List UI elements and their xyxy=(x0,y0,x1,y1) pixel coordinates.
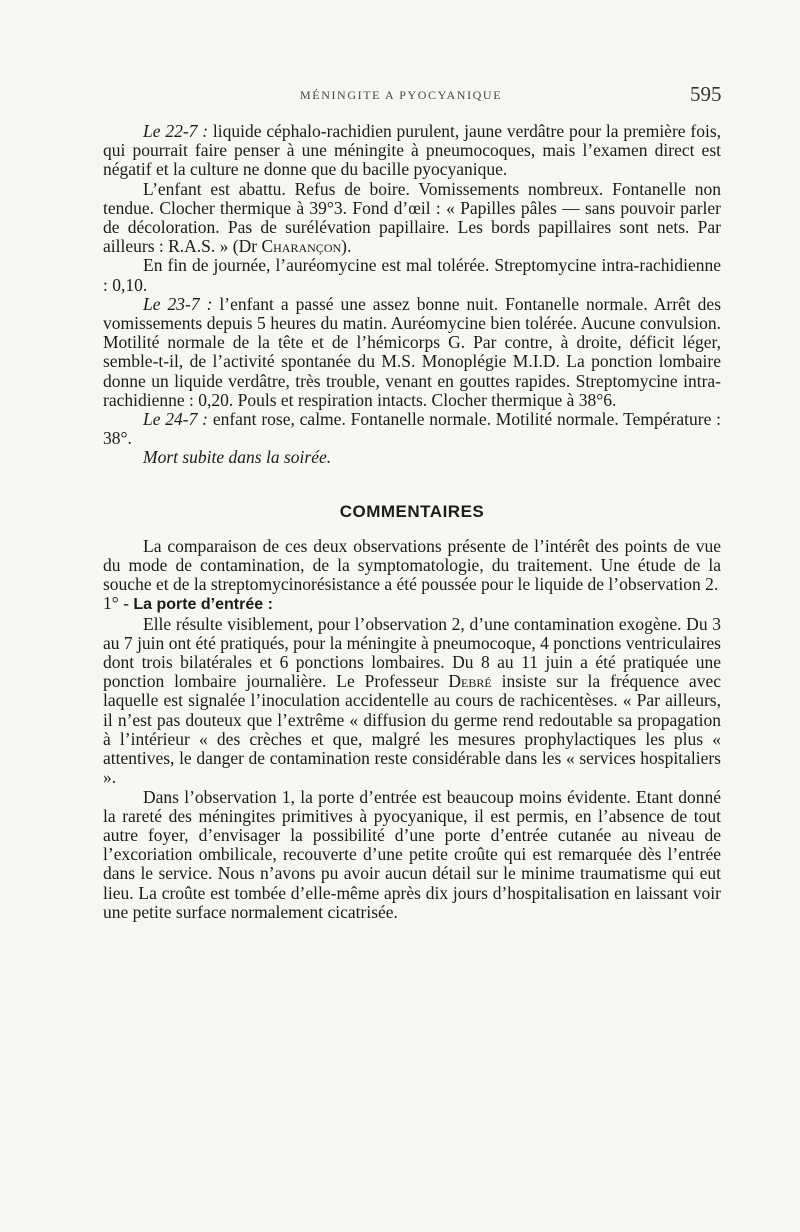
body-text xyxy=(103,122,721,922)
running-header xyxy=(0,82,800,108)
paragraph-fin-de-journee: En fin de journée, l’auréomycine est mal tolérée. Streptomycine intra-rachidienne : 0,10. xyxy=(103,255,721,295)
paragraph-mort-subite: Mort subite dans la soirée. xyxy=(143,447,332,468)
page-number: 595 xyxy=(690,82,722,106)
subsection-title: La porte d’entrée : xyxy=(133,596,273,614)
running-title: MÉNINGITE A PYOCYANIQUE xyxy=(300,88,503,102)
author-name: Charançon xyxy=(261,236,342,257)
paragraph-enfant-abattu: L’enfant est abattu. Refus de boire. Vomissements nombreux. Fontanelle non tendue. Clocher thermique à 39°3. Fond d’œil : « Papilles pâles — sans pouvoir parler de décoloration. Pas de surélévation papillaire. Les bords papillaires sont nets. Par ailleurs : R.A.S. » (Dr Charançon). xyxy=(103,178,721,257)
date-label: Le 24-7 : xyxy=(143,409,209,430)
paragraph-observation-1: Dans l’observation 1, la porte d’entrée est beaucoup moins évidente. Etant donné la rareté des méningites primitives à pyocyanique, il est permis, en l’absence de tout autre foyer, d’envisager la possibilité d’une porte d’entrée cutanée au niveau de l’excoriation ombilicale, recouverte d’une petite croûte qui est remarquée dès l’entrée dans le service. Nous n’avons pu avoir aucun détail sur le minime traumatisme qui eut lieu. La croûte est tombée d’elle-même après dix jours d’hospitalisation en laissant voir une petite surface normalement cicatrisée. xyxy=(103,786,721,922)
paragraph-24-7: Le 24-7 : enfant rose, calme. Fontanelle normale. Motilité normale. Température : 38°. xyxy=(103,409,722,449)
subsection-heading xyxy=(103,594,721,614)
section-heading-commentaires: COMMENTAIRES xyxy=(339,501,485,521)
paragraph-22-7: Le 22-7 : liquide céphalo-rachidien purulent, jaune verdâtre pour la première fois, qui pourrait faire penser à une méningite à pneumocoques, mais l’examen direct est négatif et la culture ne donne que du bacille pyocyanique. xyxy=(103,121,722,180)
paragraph-23-7: Le 23-7 : l’enfant a passé une assez bonne nuit. Fontanelle normale. Arrêt des vomissements depuis 5 heures du matin. Auréomycine bien tolérée. Aucune convulsion. Motilité normale de la tête et de l’hémicorps G. Par contre, à droite, déficit léger, semble-t-il, de l’activité spontanée du M.S. Monoplégie M.I.D. La ponction lombaire donne un liquide verdâtre, très trouble, venant en gouttes rapides. Streptomycine intra-rachidienne : 0,20. Pouls et respiration intacts. Clocher thermique à 38°6. xyxy=(103,293,721,410)
date-label: Le 22-7 : xyxy=(143,121,209,141)
author-name: Debré xyxy=(448,671,492,692)
paragraph-comparaison: La comparaison de ces deux observations présente de l’intérêt des points de vue du mode de contamination, de la symptomatologie, du traitement. Une étude de la souche et de la streptomycinorésistance a été poussée pour le liquide de l’observation 2. xyxy=(103,535,721,595)
date-label: Le 23-7 : xyxy=(143,293,213,314)
paragraph-contamination: Elle résulte visiblement, pour l’observation 2, d’une contamination exogène. Du 3 au 7 juin ont été pratiqués, pour la méningite à pneumocoque, 4 ponctions ventriculaires dont trois bilatérales et 6 ponctions lombaires. Du 8 au 11 juin a été pratiquée une ponction lombaire journalière. Le Professeur Debré insiste sur la fréquence avec laquelle est signalée l’inoculation accidentelle au cours de rachicentèses. « Par ailleurs, il n’est pas douteux que l’extrême « diffusion du germe rend redoutable sa propagation à l’intérieur « des crèches et que, malgré les mesures prophylactiques les plus « attentives, le danger de contamination reste considérable dans les « services hospitaliers ». xyxy=(103,613,721,788)
subsection-number: 1° - xyxy=(103,593,134,614)
